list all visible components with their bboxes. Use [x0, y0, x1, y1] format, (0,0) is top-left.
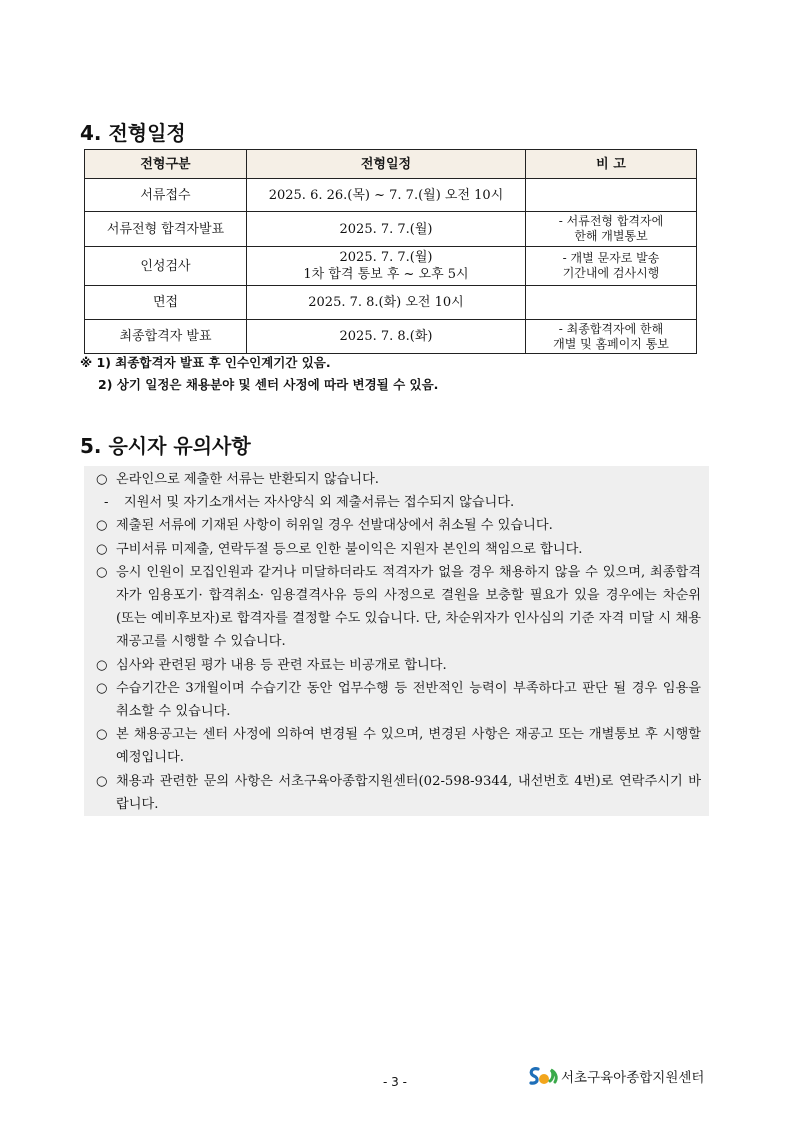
- schedule-cell: 2025. 7. 8.(화): [247, 320, 526, 354]
- section-5-title: 5. 응시자 유의사항: [80, 434, 251, 458]
- schedule-note: ※ 1) 최종합격자 발표 후 인수인계기간 있음.: [80, 355, 331, 370]
- cautions-box: [84, 466, 709, 816]
- list-item: [96, 514, 701, 537]
- stage-cell: 면접: [85, 286, 247, 320]
- header-stage: 전형구분: [85, 150, 247, 179]
- caution-text: 구비서류 미제출, 연락두절 등으로 인한 불이익은 지원자 본인의 책임으로 합니다.: [116, 541, 583, 557]
- org-name: 서초구육아종합지원센터: [561, 1070, 705, 1086]
- table-row: [85, 247, 697, 286]
- seocho-childcare-logo-icon: [527, 1065, 559, 1087]
- caution-text: 지원서 및 자기소개서는 자사양식 외 제출서류는 접수되지 않습니다.: [124, 495, 515, 511]
- list-item: [96, 468, 701, 491]
- stage-cell: 인성검사: [85, 247, 247, 286]
- org-logo: [527, 1065, 704, 1087]
- remarks-cell: [526, 212, 697, 247]
- circle-bullet-icon: ○: [96, 657, 108, 673]
- caution-text: 온라인으로 제출한 서류는 반환되지 않습니다.: [116, 472, 380, 487]
- list-item: [96, 538, 701, 561]
- list-item: [96, 723, 701, 769]
- table-row: [85, 179, 697, 212]
- stage-cell: 최종합격자 발표: [85, 320, 247, 354]
- caution-text: 심사와 관련된 평가 내용 등 관련 자료는 비공개로 합니다.: [116, 657, 447, 673]
- header-schedule: 전형일정: [247, 150, 526, 179]
- caution-text: 수습기간은 3개월이며 수습기간 동안 업무수행 등 전반적인 능력이 부족하다고 판단 될 경우 임용을 취소할 수 있습니다.: [116, 680, 701, 720]
- table-row: [85, 212, 697, 247]
- remarks-cell: [526, 286, 697, 320]
- list-item: [96, 654, 701, 677]
- remarks-line: 기간내에 검사시행: [562, 266, 660, 280]
- remarks-cell: [526, 179, 697, 212]
- table-row: [85, 286, 697, 320]
- circle-bullet-icon: ○: [96, 541, 108, 557]
- schedule-line: 1차 합격 통보 후 ~ 오후 5시: [303, 267, 469, 282]
- list-item: [96, 491, 701, 514]
- circle-bullet-icon: ○: [96, 518, 108, 534]
- circle-bullet-icon: ○: [96, 472, 108, 487]
- page-number: - 3 -: [383, 1075, 407, 1089]
- circle-bullet-icon: ○: [96, 773, 108, 789]
- schedule-line: 2025. 7. 7.(월): [339, 250, 433, 265]
- schedule-cell: [247, 247, 526, 286]
- schedule-cell: 2025. 6. 26.(목) ~ 7. 7.(월) 오전 10시: [247, 179, 526, 212]
- remarks-cell: [526, 247, 697, 286]
- remarks-line: - 서류전형 합격자에: [558, 214, 664, 228]
- table-row: [85, 320, 697, 354]
- circle-bullet-icon: ○: [96, 727, 108, 743]
- remarks-line: - 최종합격자에 한해: [558, 321, 664, 336]
- list-item: [96, 561, 701, 654]
- table-header-row: [85, 150, 697, 179]
- dash-bullet-icon: -: [104, 495, 109, 511]
- list-item: [96, 677, 701, 723]
- remarks-line: - 개별 문자로 발송: [562, 251, 660, 265]
- schedule-note: 2) 상기 일정은 채용분야 및 센터 사정에 따라 변경될 수 있음.: [98, 377, 439, 392]
- caution-text: 제출된 서류에 기재된 사항이 허위일 경우 선발대상에서 취소될 수 있습니다.: [116, 518, 553, 534]
- caution-text: 응시 인원이 모집인원과 같거나 미달하더라도 적격자가 없을 경우 채용하지 않을 수 있으며, 최종합격자가 임용포기· 합격취소· 임용결격사유 등의 사정으로 결원을 보충할 필요가 있을 경우에는 차순위 (또는 예비후보자)로 합격자를 결정할 수도 있습니다. 단, 차순위자가 인사심의 기준 자격 미달 시 채용 재공고를 시행할 수 있습니다.: [116, 564, 701, 650]
- remarks-cell: [526, 320, 697, 354]
- schedule-notes: [80, 352, 438, 396]
- schedule-cell: 2025. 7. 8.(화) 오전 10시: [247, 286, 526, 320]
- remarks-line: 한해 개별통보: [574, 229, 648, 243]
- circle-bullet-icon: ○: [96, 680, 108, 696]
- stage-cell: 서류접수: [85, 179, 247, 212]
- remarks-line: 개별 및 홈페이지 통보: [553, 336, 669, 351]
- caution-text: 채용과 관련한 문의 사항은 서초구육아종합지원센터(02-598-9344, 내선번호 4번)로 연락주시기 바랍니다.: [116, 773, 701, 812]
- schedule-cell: 2025. 7. 7.(월): [247, 212, 526, 247]
- caution-text: 본 채용공고는 센터 사정에 의하여 변경될 수 있으며, 변경된 사항은 재공고 또는 개별통보 후 시행할 예정입니다.: [116, 727, 701, 766]
- circle-bullet-icon: ○: [96, 564, 108, 580]
- header-remarks: 비 고: [526, 150, 697, 179]
- list-item: [96, 770, 701, 816]
- section-4-title: 4. 전형일정: [80, 121, 186, 145]
- stage-cell: 서류전형 합격자발표: [85, 212, 247, 247]
- schedule-table: [84, 149, 697, 354]
